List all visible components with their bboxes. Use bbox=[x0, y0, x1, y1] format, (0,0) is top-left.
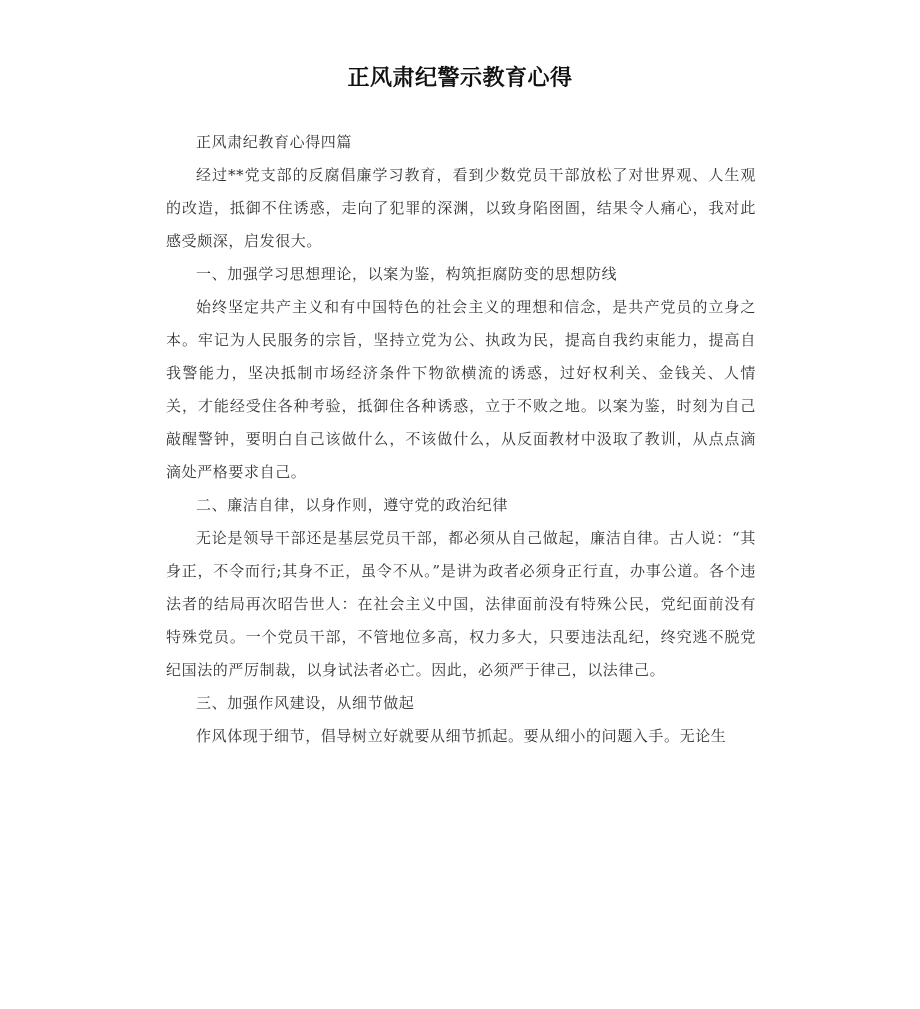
section-heading-1: 一、加强学习思想理论，以案为鉴，构筑拒腐防变的思想防线 bbox=[196, 265, 618, 283]
document-title: 正风肃纪警示教育心得 bbox=[347, 66, 573, 91]
section-heading-2: 二、廉洁自律，以身作则，遵守党的政治纪律 bbox=[196, 496, 509, 514]
document-body bbox=[166, 126, 756, 753]
section-paragraph-3: 作风体现于细节，倡导树立好就要从细节抓起。要从细小的问题入手。无论生 bbox=[196, 727, 727, 745]
intro-paragraph: 经过**党支部的反腐倡廉学习教育，看到少数党员干部放松了对世界观、人生观的改造，抵御不住诱惑，走向了犯罪的深渊，以致身陷囹圄，结果令人痛心，我对此感受颇深，启发很大。 bbox=[166, 166, 756, 250]
subtitle-paragraph: 正风肃纪教育心得四篇 bbox=[196, 133, 353, 151]
section-paragraph-1: 始终坚定共产主义和有中国特色的社会主义的理想和信念，是共产党员的立身之本。牢记为人民服务的宗旨，坚持立党为公、执政为民，提高自我约束能力，提高自我警能力，坚决抵制市场经济条件下物欲横流的诱惑，过好权利关、金钱关、人情关，才能经受住各种考验，抵御住各种诱惑，立于不败之地。以案为鉴，时刻为自己敲醒警钟，要明白自己该做什么，不该做什么，从反面教材中汲取了教训，从点点滴滴处严格要求自己。 bbox=[166, 298, 756, 481]
section-paragraph-2: 无论是领导干部还是基层党员干部，都必须从自己做起，廉洁自律。古人说：“其身正，不令而行;其身不正，虽令不从。”是讲为政者必须身正行直，办事公道。各个违法者的结局再次昭告世人：在社会主义中国，法律面前没有特殊公民，党纪面前没有特殊党员。一个党员干部，不管地位多高，权力多大，只要违法乱纪，终究逃不脱党纪国法的严厉制裁，以身试法者必亡。因此，必须严于律己，以法律己。 bbox=[166, 529, 756, 679]
section-heading-3: 三、加强作风建设，从细节做起 bbox=[196, 694, 415, 712]
